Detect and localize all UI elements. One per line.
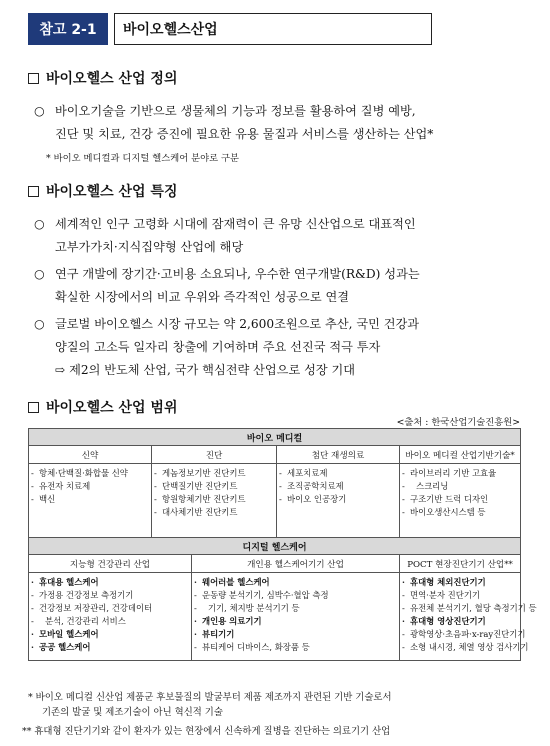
section-title-features (28, 181, 177, 201)
list-item: - 가정용 건강정보 측정기기 (31, 589, 189, 602)
circle-bullet-icon: ○ (34, 217, 45, 231)
circle-bullet-icon: ○ (34, 317, 45, 331)
list-item: - 게놈정보기반 진단키트 (154, 467, 274, 480)
list-item: · 휴대형 체외진단기기 (402, 576, 518, 589)
features-bullet-1 (34, 213, 526, 259)
bullet-line: 진단 및 치료, 건강 증진에 필요한 유용 물질과 서비스를 생산하는 산업* (55, 127, 434, 141)
bio-cell-regen (277, 464, 400, 538)
list-item: - 항원항체기반 진단키트 (154, 493, 274, 506)
list-item: · 뷰티기기 (194, 628, 397, 641)
bullet-line: 글로벌 바이오헬스 시장 규모는 약 2,600조원으로 추산, 국민 건강과 (55, 317, 420, 331)
footnote-1-cont: 기존의 발굴 및 제조기술이 아닌 혁신적 기술 (42, 707, 223, 718)
checkbox-square-icon (28, 186, 39, 197)
list-item: · 웨어러블 헬스케어 (194, 576, 397, 589)
bio-cell-base-tech (400, 464, 521, 538)
footnote-1: * 바이오 메디컬 신산업 제품군 후보물질의 발굴부터 제품 제조까지 관련된 기반 기술로서 (28, 692, 392, 703)
list-item: · 휴대용 헬스케어 (31, 576, 189, 589)
list-item: - 광학영상·초음파·x-ray진단기기 (402, 628, 518, 641)
bullet-line: 세계적인 인구 고령화 시대에 잠재력이 큰 유망 신산업으로 대표적인 (55, 217, 416, 231)
list-item: - 백신 (31, 493, 149, 506)
list-item: - 바이오 인공장기 (279, 493, 397, 506)
list-item: - 뷰티케어 디바이스, 화장품 등 (194, 641, 397, 654)
section-title-text: 바이오헬스 산업 정의 (46, 71, 178, 87)
header (28, 13, 432, 45)
list-item: - 항체·단백질·화합물 신약 (31, 467, 149, 480)
list-item: - 소형 내시경, 체열 영상 검사기기 (402, 641, 518, 654)
footnote-2: ** 휴대형 진단기기와 같이 환자가 있는 현장에서 신속하게 질병을 진단하는 의료기기 산업 (22, 726, 391, 737)
list-item: · 공공 헬스케어 (31, 641, 189, 654)
circle-bullet-icon: ○ (34, 104, 45, 118)
header-title: 바이오헬스산업 (114, 13, 432, 45)
section-title-definition (28, 68, 177, 88)
list-item: - 대사체기반 진단키트 (154, 506, 274, 519)
bio-cell-diagnosis (152, 464, 277, 538)
bullet-line: 바이오기술을 기반으로 생물체의 기능과 정보를 활용하여 질병 예방, (55, 104, 416, 118)
bio-medical-band: 바이오 메디컬 (29, 429, 521, 446)
definition-bullet (34, 100, 526, 146)
bio-col-head: 바이오 메디컬 산업기반기술* (400, 446, 521, 464)
digital-cell-intelligent (29, 573, 192, 661)
bio-col-head: 첨단 재생의료 (277, 446, 400, 464)
list-item: - 운동량 분석기기, 심박수·혈압 측정 (194, 589, 397, 602)
bullet-line: 고부가가치·지식집약형 산업에 해당 (55, 240, 244, 254)
list-item: · 모바일 헬스케어 (31, 628, 189, 641)
definition-note: * 바이오 메디컬과 디지털 헬스케어 분야로 구분 (46, 153, 240, 164)
list-item: - 면역·분자 진단기기 (402, 589, 518, 602)
digital-col-head: 개인용 헬스케어기기 산업 (192, 555, 400, 573)
list-item: - 분석, 건강관리 서비스 (31, 615, 189, 628)
list-item: - 스크리닝 (402, 480, 518, 493)
list-item: - 기기, 체지방 분석기기 등 (194, 602, 397, 615)
list-item: - 유전자 치료제 (31, 480, 149, 493)
list-item: - 세포치료제 (279, 467, 397, 480)
bullet-line: 연구 개발에 장기간·고비용 소요되나, 우수한 연구개발(R&D) 성과는 (55, 267, 420, 281)
section-title-scope (28, 397, 177, 417)
bio-col-head: 신약 (29, 446, 152, 464)
list-item: - 유전체 분석기기, 혈당 측정기기 등 (402, 602, 518, 615)
circle-bullet-icon: ○ (34, 267, 45, 281)
bio-cell-drugs (29, 464, 152, 538)
bullet-line: 확실한 시장에서의 비교 우위와 즉각적인 성공으로 연결 (55, 290, 350, 304)
list-item: - 건강정보 저장관리, 건강데이터 (31, 602, 189, 615)
list-item: - 조직공학치료제 (279, 480, 397, 493)
digital-col-head: POCT 현장진단기기 산업** (400, 555, 521, 573)
digital-cell-poct (400, 573, 537, 661)
arrow-conclusion-line: ⇨ 제2의 반도체 산업, 국가 핵심전략 산업으로 성장 기대 (55, 363, 356, 377)
source-note: <출처 : 한국산업기술진흥원> (396, 417, 520, 428)
section-title-text: 바이오헬스 산업 범위 (46, 400, 178, 416)
digital-healthcare-band: 디지털 헬스케어 (29, 538, 521, 555)
digital-col-head: 지능형 건강관리 산업 (29, 555, 192, 573)
list-item: - 라이브러리 기반 고효율 (402, 467, 518, 480)
checkbox-square-icon (28, 73, 39, 84)
section-title-text: 바이오헬스 산업 특징 (46, 184, 178, 200)
digital-cell-personal (192, 573, 400, 661)
list-item: · 휴대형 영상진단기기 (402, 615, 518, 628)
list-item: · 개인용 의료기기 (194, 615, 397, 628)
list-item: - 바이오생산시스템 등 (402, 506, 518, 519)
bullet-line: 양질의 고소득 일자리 창출에 기여하며 주요 선진국 적극 투자 (55, 340, 381, 354)
header-tag: 참고 2-1 (28, 13, 108, 45)
features-bullet-3 (34, 313, 526, 382)
features-bullet-2 (34, 263, 526, 309)
checkbox-square-icon (28, 402, 39, 413)
list-item: - 단백질기반 진단키트 (154, 480, 274, 493)
scope-table (28, 428, 537, 661)
list-item: - 구조기반 드럭 디자인 (402, 493, 518, 506)
bio-col-head: 진단 (152, 446, 277, 464)
